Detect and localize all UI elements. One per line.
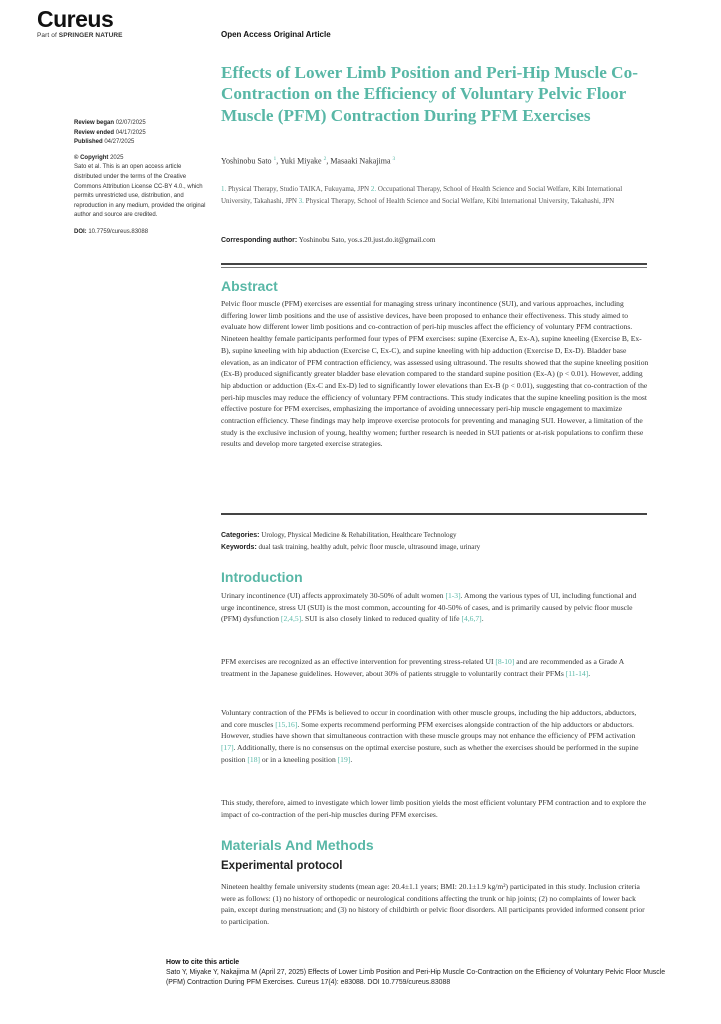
author-name[interactable]: Masaaki Nakajima bbox=[330, 156, 391, 166]
intro-text: . bbox=[588, 668, 591, 678]
published-date: 04/27/2025 bbox=[104, 139, 135, 146]
copyright bbox=[74, 154, 209, 164]
how-to-cite-heading: How to cite this article bbox=[166, 959, 240, 966]
intro-text: . bbox=[350, 754, 353, 764]
divider bbox=[221, 513, 647, 515]
article-title: Effects of Lower Limb Position and Peri-Hip Muscle Co-Contraction on the Efficiency of Voluntary Pelvic Floor Muscle (PFM) Contraction During PFM Exercises bbox=[221, 63, 638, 125]
introduction-heading: Introduction bbox=[221, 569, 303, 585]
author-name[interactable]: Yuki Miyake bbox=[280, 156, 322, 166]
citation-link[interactable]: [18] bbox=[247, 754, 261, 764]
methods-paragraph: Nineteen healthy female university students (mean age: 20.4±1.1 years; BMI: 20.1±1.9 kg/m²) participated in this study. Inclusion criteria were as follows: (1) no history of orthopedic or neurological conditions affecting the trunk or hip joints; (2) no complaints of lower back pain, except during menstruation; and (3) no history of childbirth or pelvic floor disorders. All participants provided informed consent prior to participation. bbox=[221, 882, 645, 927]
affil-num: 2. bbox=[370, 185, 377, 193]
intro-text: . Additionally, there is no consensus on the optimal exercise posture, such as whether the exercises should be performed in the supine position bbox=[221, 743, 639, 764]
methods-heading: Materials And Methods bbox=[221, 837, 374, 853]
logo-subline bbox=[37, 32, 123, 39]
citation-link[interactable]: [2,4,5] bbox=[280, 614, 302, 624]
license-text: Sato et al. This is an open access article distributed under the terms of the Creative Commons Attribution License CC-BY 4.0., which permits unrestricted use, distribution, and reproduction in any medium, provided the original author and source are credited. bbox=[74, 164, 206, 219]
protocol-subheading: Experimental protocol bbox=[221, 860, 343, 872]
logo-part-of: Part of bbox=[37, 32, 57, 39]
review-began-label: Review began bbox=[74, 120, 115, 126]
intro-text: or in a kneeling position bbox=[260, 754, 338, 764]
intro-text: . Among the various types of UI, including functional and urge incontinence, stress UI (SUI) is the most common, accounting for 40-50% of cases, and is primarily caused by pelvic floor muscle (PFM) dysfunction bbox=[221, 591, 637, 624]
review-began bbox=[74, 119, 209, 129]
doi bbox=[74, 228, 209, 238]
logo-publisher: SPRINGER NATURE bbox=[58, 32, 123, 39]
citation-link[interactable]: [8-10] bbox=[495, 657, 515, 666]
intro-text: PFM exercises are recognized as an effective intervention for preventing stress-related UI bbox=[221, 657, 496, 666]
copyright-year: 2025 bbox=[110, 154, 124, 161]
citation-link[interactable]: [11-14] bbox=[565, 668, 589, 678]
published-label: Published bbox=[74, 139, 103, 146]
doi-link[interactable]: 10.7759/cureus.83088 bbox=[88, 228, 149, 235]
intro-text: Urinary incontinence (UI) affects approximately 30-50% of adult women bbox=[221, 591, 446, 600]
abstract-text: Pelvic floor muscle (PFM) exercises are essential for managing stress urinary incontinence (SUI), and various approaches, including differing lower limb positions and the use of assistive devices, have been proposed to enhance their effectiveness. This study aimed to evaluate how different lower limb positions and co-contraction of peri-hip muscles affect the efficiency of voluntary PFM contractions. Nineteen healthy female participants performed four types of PFM exercises: supine (Exercise A, Ex-A), supine kneeling (Exercise B, Ex-B), supine kneeling with hip abduction (Exercise C, Ex-C), and supine kneeling with hip adduction (Exercise D, Ex-D). Bladder base elevation, as an indicator of PFM contraction efficiency, was assessed using ultrasound. The results showed that the supine kneeling position (Ex-B) produced significantly greater bladder base elevation compared to the standard supine position (Ex-A) (p < 0.01). However, adding hip abduction or adduction (Ex-C and Ex-D) led to significantly lower elevations than Ex-B (p < 0.01), suggesting that co-contraction of the peri-hip muscles may reduce the efficiency of voluntary PFM contractions. This study indicates that the supine kneeling position is the most effective posture for PFM exercises, emphasizing the importance of avoiding unnecessary peri-hip muscle engagement to maximize contraction efficiency. These findings may help improve exercise protocols for preventing and managing SUI. However, a limitation of the study is the exclusive inclusion of young, healthy women; further research is needed in SUI patients or at-risk populations to confirm these results and develop more targeted exercise strategies. bbox=[221, 299, 649, 449]
logo-wordmark: Cureus bbox=[37, 6, 114, 32]
intro-paragraph bbox=[221, 590, 649, 625]
affil-num: 3. bbox=[298, 196, 304, 205]
review-ended-label: Review ended bbox=[74, 129, 115, 136]
author-list: Yoshinobu Sato $^1$, Yuki Miyake $^2$, Masaaki Nakajima $^3$ bbox=[221, 156, 396, 166]
keywords-label: Keywords: bbox=[221, 544, 257, 551]
copyright-label: © Copyright bbox=[74, 154, 109, 161]
how-to-cite-text: Sato Y, Miyake Y, Nakajima M (April 27, 2025) Effects of Lower Limb Position and Peri-Hip Muscle Co-Contraction on the Efficiency of Voluntary Pelvic Floor Muscle (PFM) Contraction During PFM Exercises. Cureus 17(4): e83088. DOI 10.7759/cureus.83088 bbox=[166, 969, 666, 986]
affil-num: 1. bbox=[221, 185, 227, 193]
intro-text: and are recommended as a Grade A treatment in the Japanese guidelines. However, about 30% of patients struggle to voluntarily contract their PFMs bbox=[221, 657, 624, 678]
author-affil-num: 1 bbox=[273, 156, 277, 162]
review-ended bbox=[74, 129, 209, 139]
intro-text: Voluntary contraction of the PFMs is believed to occur in coordination with other muscle groups, including the hip adductors, abductors, and core muscles bbox=[221, 708, 637, 729]
divider bbox=[221, 263, 647, 268]
review-ended-date: 04/17/2025 bbox=[115, 129, 146, 136]
categories bbox=[221, 531, 457, 539]
article-sidebar bbox=[74, 119, 209, 238]
how-to-cite bbox=[166, 958, 676, 988]
review-began-date: 02/07/2025 bbox=[115, 120, 146, 126]
affil-text: Physical Therapy, Studio TAIKA, Fukuyama, JPN bbox=[228, 185, 370, 193]
intro-text: . SUI is also closely linked to reduced quality of life bbox=[301, 614, 462, 624]
intro-paragraph bbox=[221, 707, 649, 766]
affiliations bbox=[221, 184, 641, 207]
corresponding-author bbox=[221, 236, 435, 244]
corresponding-label: Corresponding author: bbox=[221, 237, 298, 244]
article-type: Open Access Original Article bbox=[221, 30, 331, 39]
keywords-text: dual task training, healthy adult, pelvic floor muscle, ultrasound image, urinary bbox=[258, 543, 481, 551]
keywords bbox=[221, 543, 480, 551]
cureus-logo[interactable] bbox=[37, 6, 123, 39]
categories-label: Categories: bbox=[221, 532, 260, 539]
author-affil-num: 2 bbox=[323, 156, 327, 162]
intro-paragraph: This study, therefore, aimed to investigate which lower limb position yields the most efficient voluntary PFM contraction and to explore the impact of co-contraction of the peri-hip muscles during PFM exercises. bbox=[221, 798, 646, 819]
affil-text: Physical Therapy, School of Health Science and Social Welfare, Kibi International University, Takahashi, JPN bbox=[305, 196, 615, 205]
author-affil-num: 3 bbox=[392, 156, 396, 162]
intro-paragraph bbox=[221, 656, 649, 679]
affil-text: Occupational Therapy, School of Health Science and Social Welfare, Kibi International University, Takahashi, JPN bbox=[221, 185, 623, 205]
citation-link[interactable]: [15,16] bbox=[275, 719, 298, 729]
intro-text: . Some experts recommend performing PFM exercises alongside contraction of the hip adductors or abductors. However, studies have shown that simultaneous contraction with these muscle groups may not enhance the efficiency of PFM activation bbox=[221, 719, 636, 741]
citation-link[interactable]: [19] bbox=[337, 754, 351, 764]
categories-text: Urology, Physical Medicine & Rehabilitation, Healthcare Technology bbox=[261, 531, 457, 539]
published bbox=[74, 138, 209, 148]
citation-link[interactable]: [4,6,7] bbox=[461, 614, 482, 624]
abstract-heading: Abstract bbox=[221, 278, 278, 294]
citation-link[interactable]: [1-3] bbox=[445, 591, 461, 600]
intro-text: . bbox=[481, 614, 484, 624]
citation-link[interactable]: [17] bbox=[221, 743, 234, 753]
doi-label: DOI: bbox=[74, 228, 87, 235]
corresponding-text[interactable]: Yoshinobu Sato, yos.s.20.just.do.it@gmail.com bbox=[298, 236, 436, 244]
author-name[interactable]: Yoshinobu Sato bbox=[221, 156, 272, 166]
